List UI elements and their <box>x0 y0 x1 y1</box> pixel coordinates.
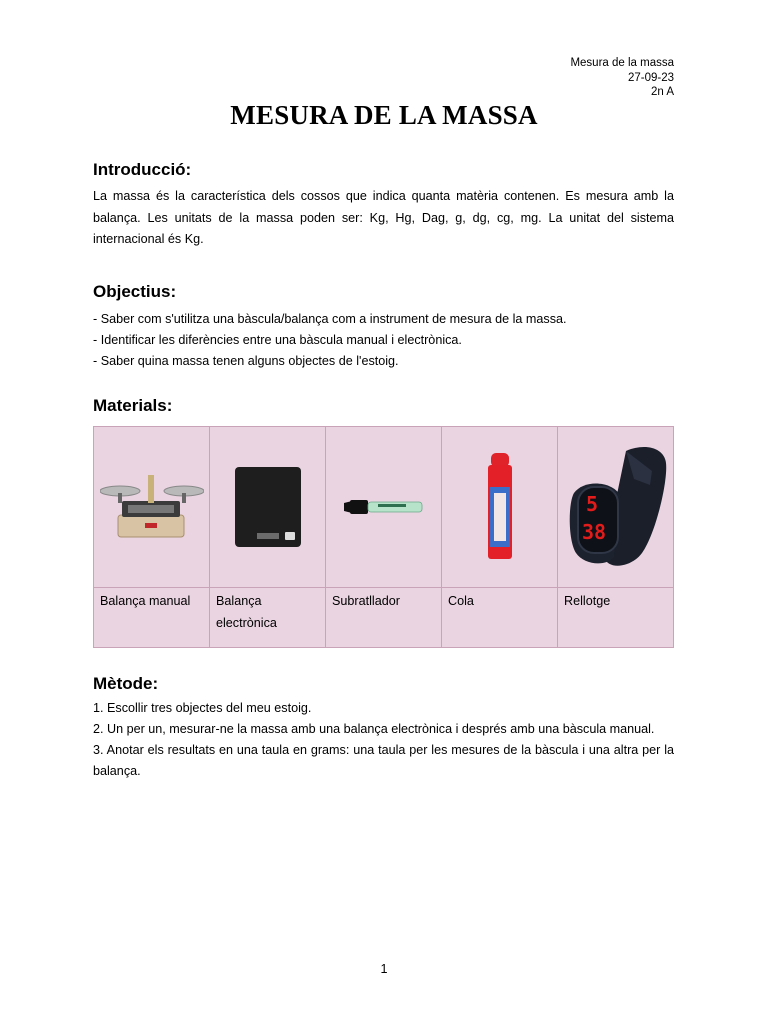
objectives-list <box>93 309 674 372</box>
svg-text:38: 38 <box>581 520 606 544</box>
intro-heading: Introducció: <box>93 160 192 179</box>
material-cell-glue-stick <box>442 427 558 588</box>
materials-image-row <box>94 427 674 588</box>
highlighter-image <box>344 495 424 519</box>
method-step: 3. Anotar els resultats en una taula en grams: una taula per les mesures de la bàscula i una altra per la balança. <box>93 743 674 778</box>
material-label: Cola <box>442 588 558 648</box>
glue-stick-image <box>485 453 515 561</box>
materials-table <box>93 426 674 648</box>
method-steps <box>93 698 674 782</box>
method-step: 2. Un per un, mesurar-ne la massa amb una balança electrònica i després amb una bàscula manual. <box>93 722 655 736</box>
electronic-scale-image <box>233 465 303 549</box>
svg-text:5: 5 <box>585 492 598 516</box>
digital-watch-image <box>564 441 668 573</box>
material-cell-manual-balance <box>94 427 210 588</box>
manual-balance-image <box>100 467 204 547</box>
page-number: 1 <box>380 962 388 976</box>
material-cell-highlighter <box>326 427 442 588</box>
material-cell-watch <box>558 427 674 588</box>
header-date: 27-09-23 <box>627 71 674 84</box>
materials-label-row <box>94 588 674 648</box>
method-heading: Mètode: <box>93 674 159 693</box>
document-header-info <box>570 56 674 100</box>
objective-item: - Saber com s'utilitza una bàscula/balança com a instrument de mesura de la massa. <box>93 312 567 326</box>
material-label: Subratllador <box>326 588 442 648</box>
header-title: Mesura de la massa <box>570 57 674 69</box>
objective-item: - Saber quina massa tenen alguns objectes de l'estoig. <box>93 354 399 368</box>
objectives-heading: Objectius: <box>93 282 177 301</box>
material-label: Rellotge <box>558 588 674 648</box>
material-cell-electronic-scale <box>210 427 326 588</box>
intro-paragraph: La massa és la característica dels cossos que indica quanta matèria contenen. Es mesura amb la balança. Les unitats de la massa poden ser: Kg, Hg, Dag, g, dg, cg, mg. La unitat del sistema internacional és Kg. <box>93 189 674 246</box>
materials-heading: Materials: <box>93 396 173 415</box>
objective-item: - Identificar les diferències entre una bàscula manual i electrònica. <box>93 333 462 347</box>
header-class: 2n A <box>650 86 674 98</box>
page-title: MESURA DE LA MASSA <box>230 100 538 130</box>
method-step: 1. Escollir tres objectes del meu estoig. <box>93 701 312 715</box>
material-label: Balança electrònica <box>210 588 326 648</box>
material-label: Balança manual <box>94 588 210 648</box>
